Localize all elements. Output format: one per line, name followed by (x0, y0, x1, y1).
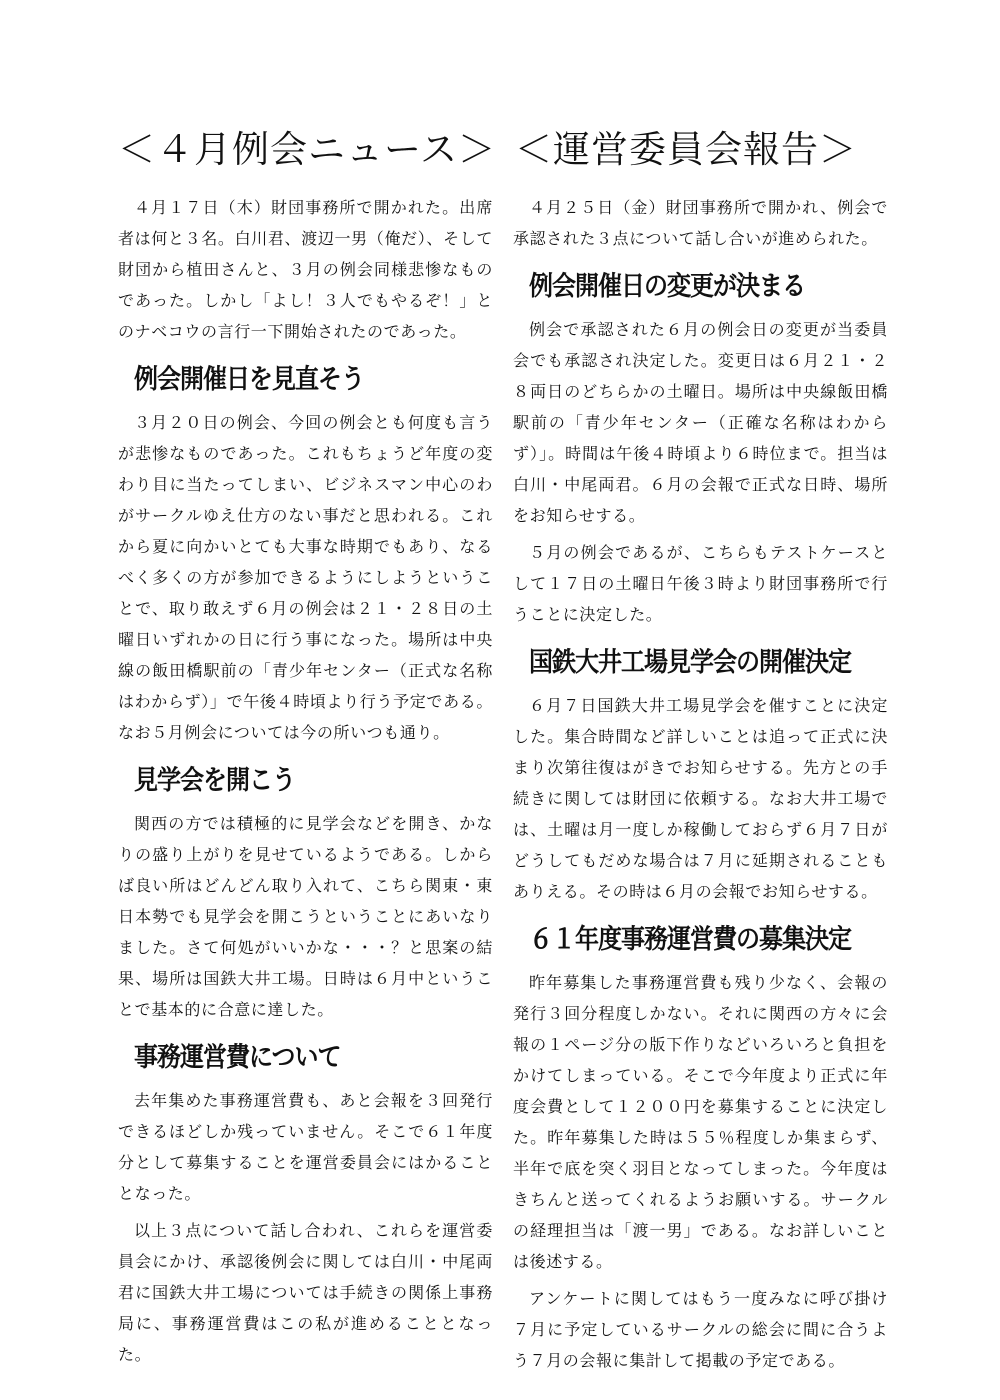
section-paragraph: 昨年募集した事務運営費も残り少なく、会報の発行３回分程度しかない。それに関西の方々に会報の１ページ分の版下作りなどいろいろと負担をかけてしまっている。そこで今年度より正式に年度会費として１２００円を募集することに決定した。昨年募集した時は５５％程度しか集まらず、半年で底を突く羽目となってしまった。今年度はきちんと送ってくれるようお願いする。サークルの経理担当は「渡一男」である。なお詳しいことは後述する。 (513, 973, 888, 1271)
left-column-title: ＜４月例会ニュース＞ (118, 128, 497, 171)
section-paragraph: ３月２０日の例会、今回の例会とも何度も言うが悲惨なものであった。これもちょうど年度の変わり目に当たってしまい、ビジネスマン中心のわがサークルゆえ仕方のない事だと思われる。これから夏に向かいとても大事な時期でもあり、なるべく多くの方が参加できるようにしようということで、取り敢えず６月の例会は２１・２８日の土曜日いずれかの日に行う事になった。場所は中央線の飯田橋駅前の「青少年センター（正式な名称はわからず）」で午後４時頃より行う予定である。なお５月例会については今の所いつも通り。 (118, 413, 493, 742)
left-column (118, 128, 497, 1370)
section-heading-fee-decision: ６１年度事務運営費の募集決定 (529, 923, 851, 955)
section-heading-meeting-date: 例会開催日を見直そう (134, 363, 364, 395)
right-intro-paragraph: ４月２５日（金）財団事務所で開かれ、例会で承認された３点について話し合いが進められた。 (513, 198, 888, 248)
section-heading-tour: 見学会を開こう (134, 764, 295, 796)
section-paragraph: ６月７日国鉄大井工場見学会を催すことに決定した。集合時間など詳しいことは追って正式に決まり次第往復はがきでお知らせする。先方との手続きに関しては財団に依頼する。なお大井工場では、土曜は月一度しか稼働しておらず６月７日がどうしてもだめな場合は７月に延期されることもありえる。その時は６月の会報でお知らせする。 (513, 696, 888, 901)
section-paragraph: 以上３点について話し合われ、これらを運営委員会にかけ、承認後例会に関しては白川・中尾両君に国鉄大井工場については手続きの関係上事務局に、事務運営費はこの私が進めることとなった。 (118, 1221, 493, 1364)
section-paragraph: 関西の方では積極的に見学会などを開き、かなりの盛り上がりを見せているようである。しからば良い所はどんどん取り入れて、こちら関東・東日本勢でも見学会を開こうということにあいなりました。さて何処がいいかな・・・？と思案の結果、場所は国鉄大井工場。日時は６月中ということで基本的に合意に達した。 (118, 814, 493, 1019)
right-column (513, 128, 888, 1376)
section-paragraph: ５月の例会であるが、こちらもテストケースとして１７日の土曜日午後３時より財団事務所で行うことに決定した。 (513, 543, 888, 624)
left-intro-paragraph: ４月１７日（木）財団事務所で開かれた。出席者は何と３名。白川君、渡辺一男（俺だ）、そして財団から植田さんと、３月の例会同様悲惨なものであった。しかし「よし！３人でもやるぞ！」とのナベコウの言行一下開始されたのであった。 (118, 198, 493, 341)
section-heading-tour-decision: 国鉄大井工場見学会の開催決定 (529, 646, 851, 678)
section-paragraph: アンケートに関してはもう一度みなに呼び掛け７月に予定しているサークルの総会に間に合うよう７月の会報に集計して掲載の予定である。 (513, 1289, 888, 1370)
section-heading-date-change: 例会開催日の変更が決まる (529, 270, 805, 302)
section-paragraph: 去年集めた事務運営費も、あと会報を３回発行できるほどしか残っていません。そこで６１年度分として募集することを運営委員会にはかることとなった。 (118, 1091, 493, 1203)
section-paragraph: 例会で承認された６月の例会日の変更が当委員会でも承認され決定した。変更日は６月２１・２８両日のどちらかの土曜日。場所は中央線飯田橋駅前の「青少年センター（正確な名称はわからず）」。時間は午後４時頃より６時位まで。担当は白川・中尾両君。６月の会報で正式な日時、場所をお知らせする。 (513, 320, 888, 525)
section-heading-operating-fee: 事務運営費について (134, 1041, 341, 1073)
right-column-title: ＜運営委員会報告＞ (515, 128, 857, 171)
